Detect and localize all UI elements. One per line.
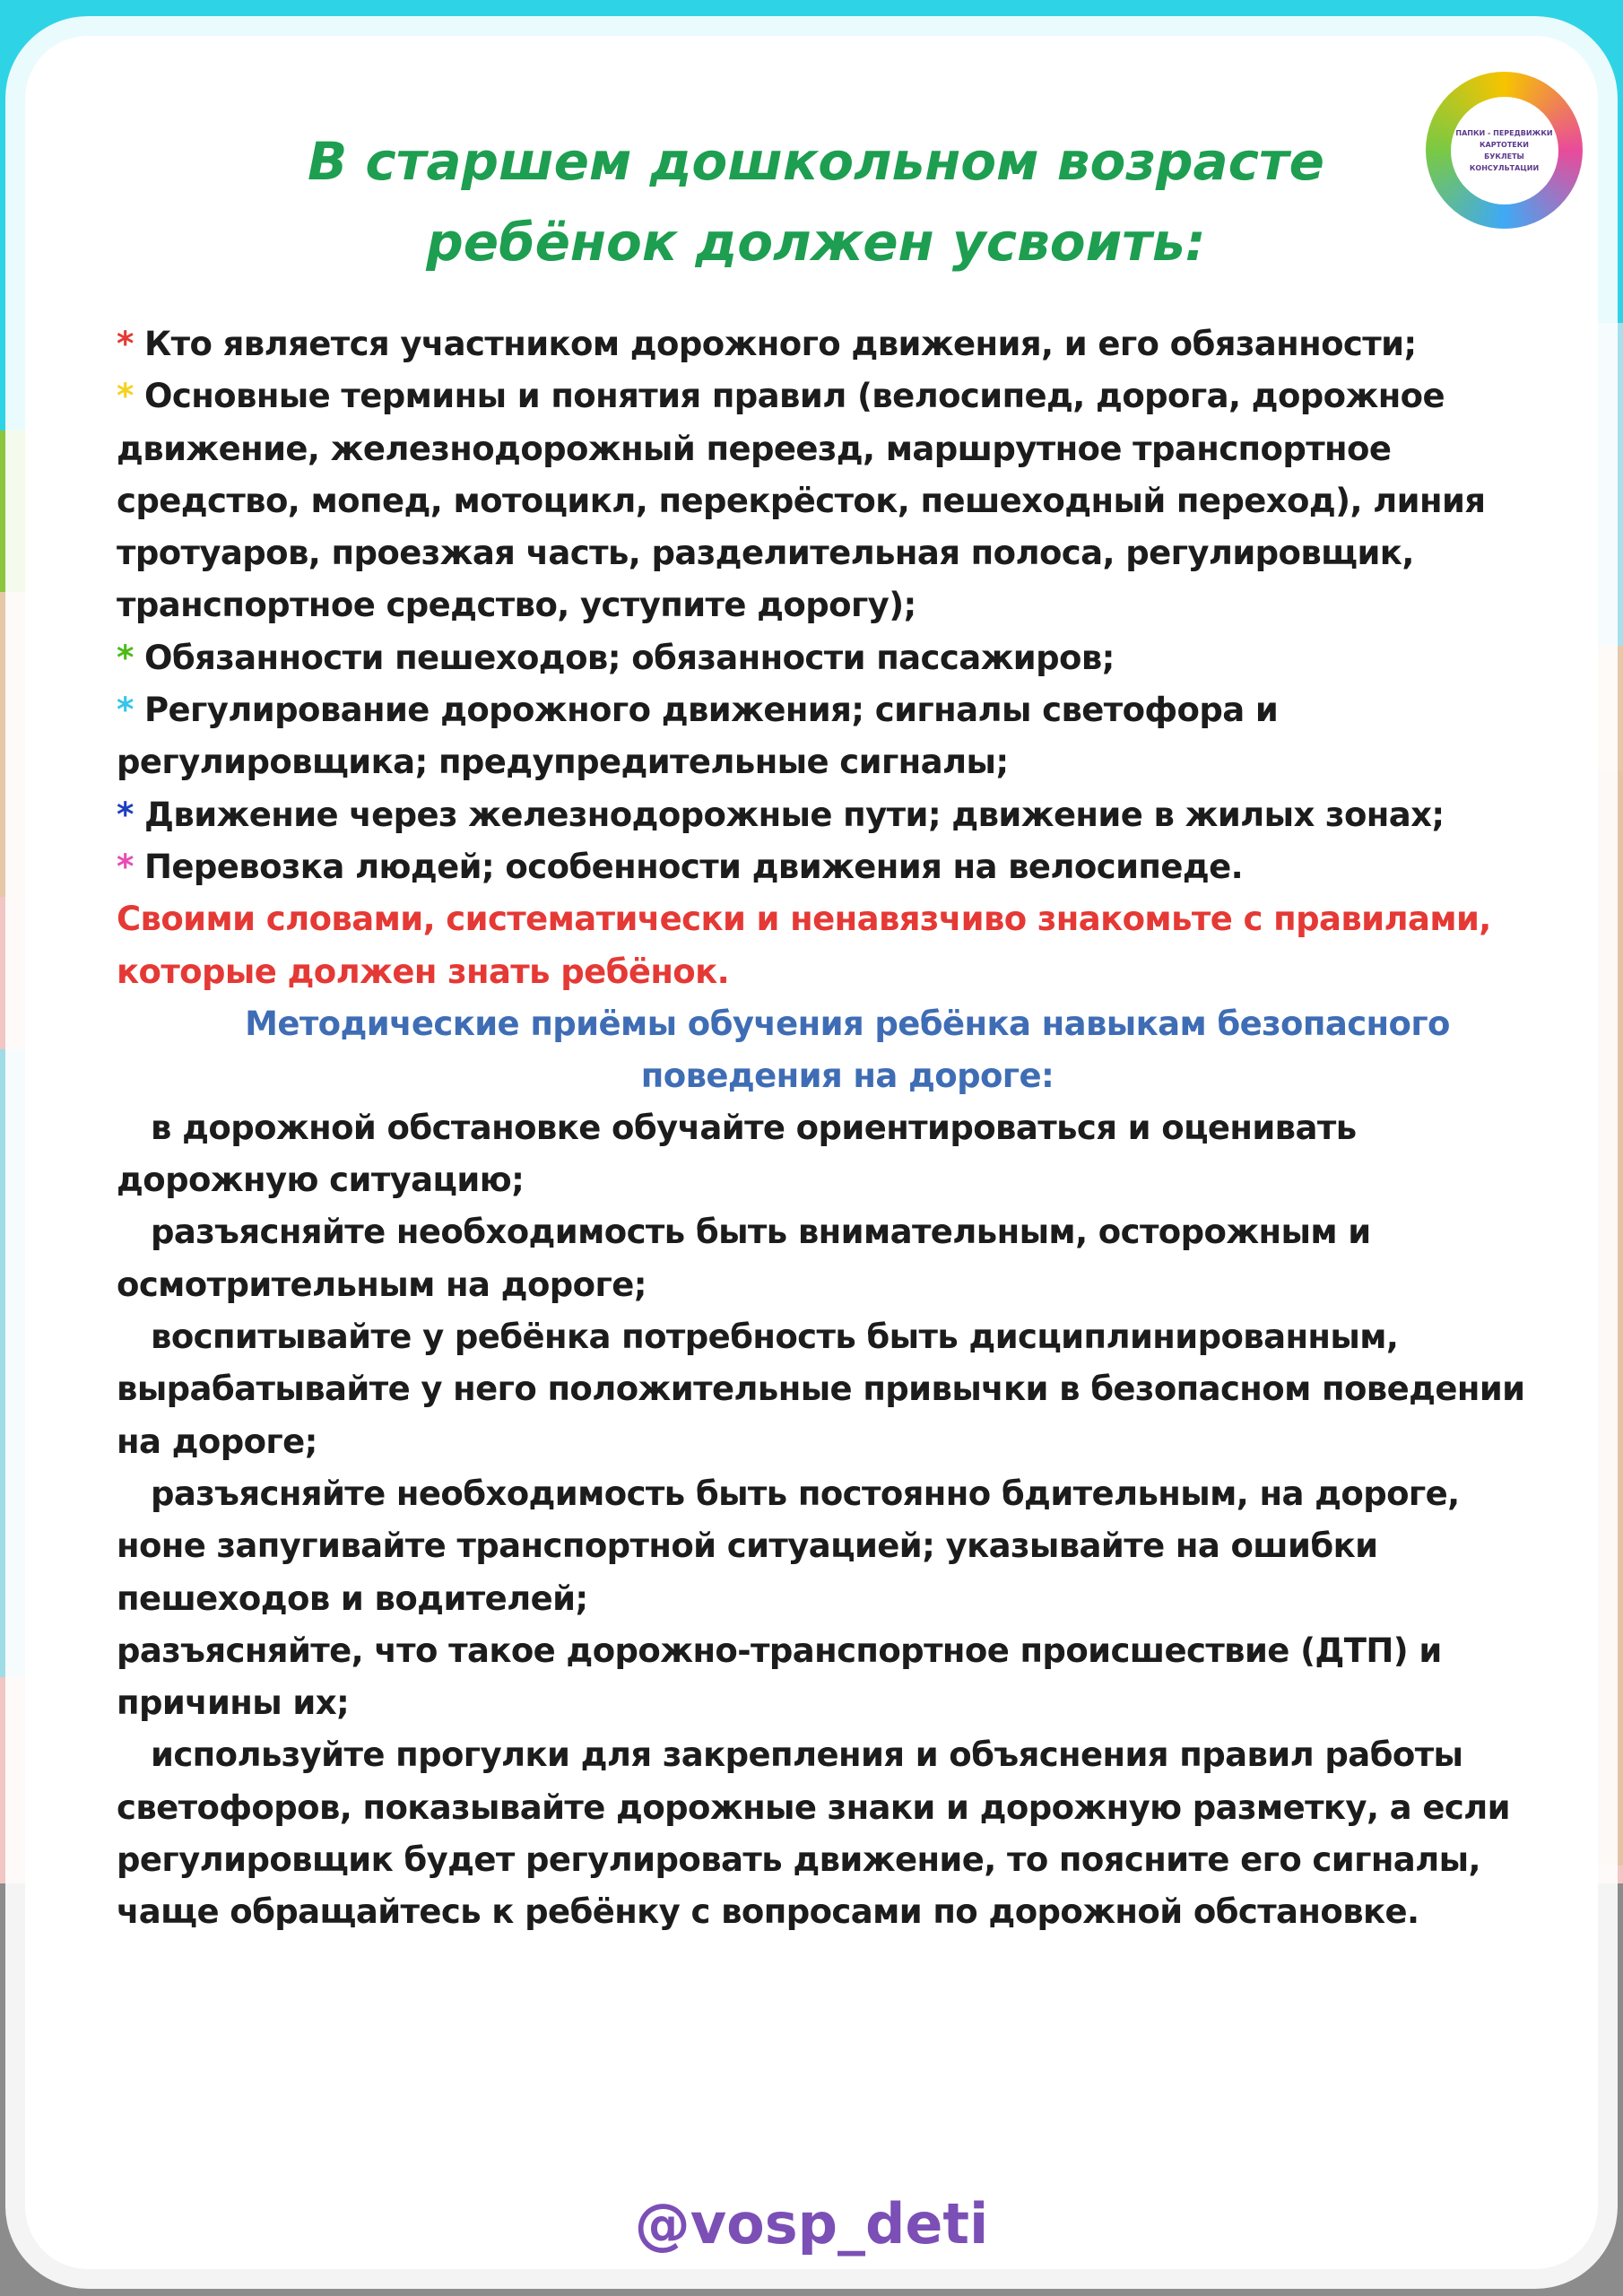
methods-list [117,1102,1533,1939]
bullet-text: Регулирование дорожного движения; сигналы светофора и регулировщика; предупредительные сигналы; [117,691,1279,782]
title-line-2: ребёнок должен усвоить: [426,212,1206,273]
method-item: используйте прогулки для закрепления и объяснения правил работы светофоров, показывайте дорожные знаки и дорожную разметку, а если регулировщик будет регулировать движение, то поясните его сигналы, чаще обращайтесь к ребёнку с вопросами по дорожной обстановке. [117,1735,1510,1932]
bullet-text: Кто является участником дорожного движения, и его обязанности; [144,325,1417,363]
page-title [143,121,1488,283]
bullet-item [117,841,1533,893]
bullet-star-icon: * [117,325,145,363]
method-item: разъясняйте, что такое дорожно-транспортное происшествие (ДТП) и причины их; [117,1631,1442,1723]
method-item: разъясняйте необходимость быть внимательным, осторожным и осмотрительным на дороге; [117,1213,1371,1304]
main-content [117,318,1533,1939]
bullet-star-icon: * [117,795,145,834]
bullet-list [117,318,1533,893]
bullet-text: Обязанности пешеходов; обязанности пассажиров; [144,638,1115,677]
bullet-item [117,632,1533,684]
title-line-1: В старшем дошкольном возрасте [307,131,1324,192]
social-handle: @vosp_deti [634,2191,989,2257]
advice-text: Своими словами, систематически и ненавязчиво знакомьте с правилами, которые должен знать ребёнок. [117,900,1491,991]
bullet-star-icon: * [117,691,145,730]
method-item: разъясняйте необходимость быть постоянно бдительным, на дороге, ноне запугивайте транспортной ситуацией; указывайте на ошибки пешеходов и водителей; [117,1474,1460,1618]
logo-text-line: КАРТОТЕКИ [1479,140,1529,149]
logo-text-line: ПАПКИ - ПЕРЕДВИЖКИ [1455,128,1553,137]
bullet-text: Движение через железнодорожные пути; движение в жилых зонах; [144,795,1445,834]
method-item: в дорожной обстановке обучайте ориентироваться и оценивать дорожную ситуацию; [117,1108,1357,1200]
bullet-star-icon: * [117,847,145,886]
bullet-item [117,318,1533,370]
logo-text-line: БУКЛЕТЫ [1484,152,1524,161]
bullet-text: Перевозка людей; особенности движения на велосипеде. [144,847,1244,886]
bullet-item [117,370,1533,631]
bullet-text: Основные термины и понятия правил (велосипед, дорога, дорожное движение, железнодорожный переезд, маршрутное транспортное средство, мопед, мотоцикл, перекрёсток, пешеходный переход), линия тротуаров, проезжая часть, разделительная полоса, регулировщик, транспортное средство, уступите дорогу); [117,377,1486,625]
bullet-star-icon: * [117,377,145,416]
logo-text-line: КОНСУЛЬТАЦИИ [1469,163,1540,172]
methods-title: Методические приёмы обучения ребёнка навыкам безопасного поведения на дороге: [245,1004,1450,1095]
method-item: воспитывайте у ребёнка потребность быть дисциплинированным, вырабатывайте у него положительные привычки в безопасном поведении на дороге; [117,1318,1525,1461]
bullet-item [117,789,1533,841]
bullet-item [117,684,1533,789]
bullet-star-icon: * [117,638,145,677]
